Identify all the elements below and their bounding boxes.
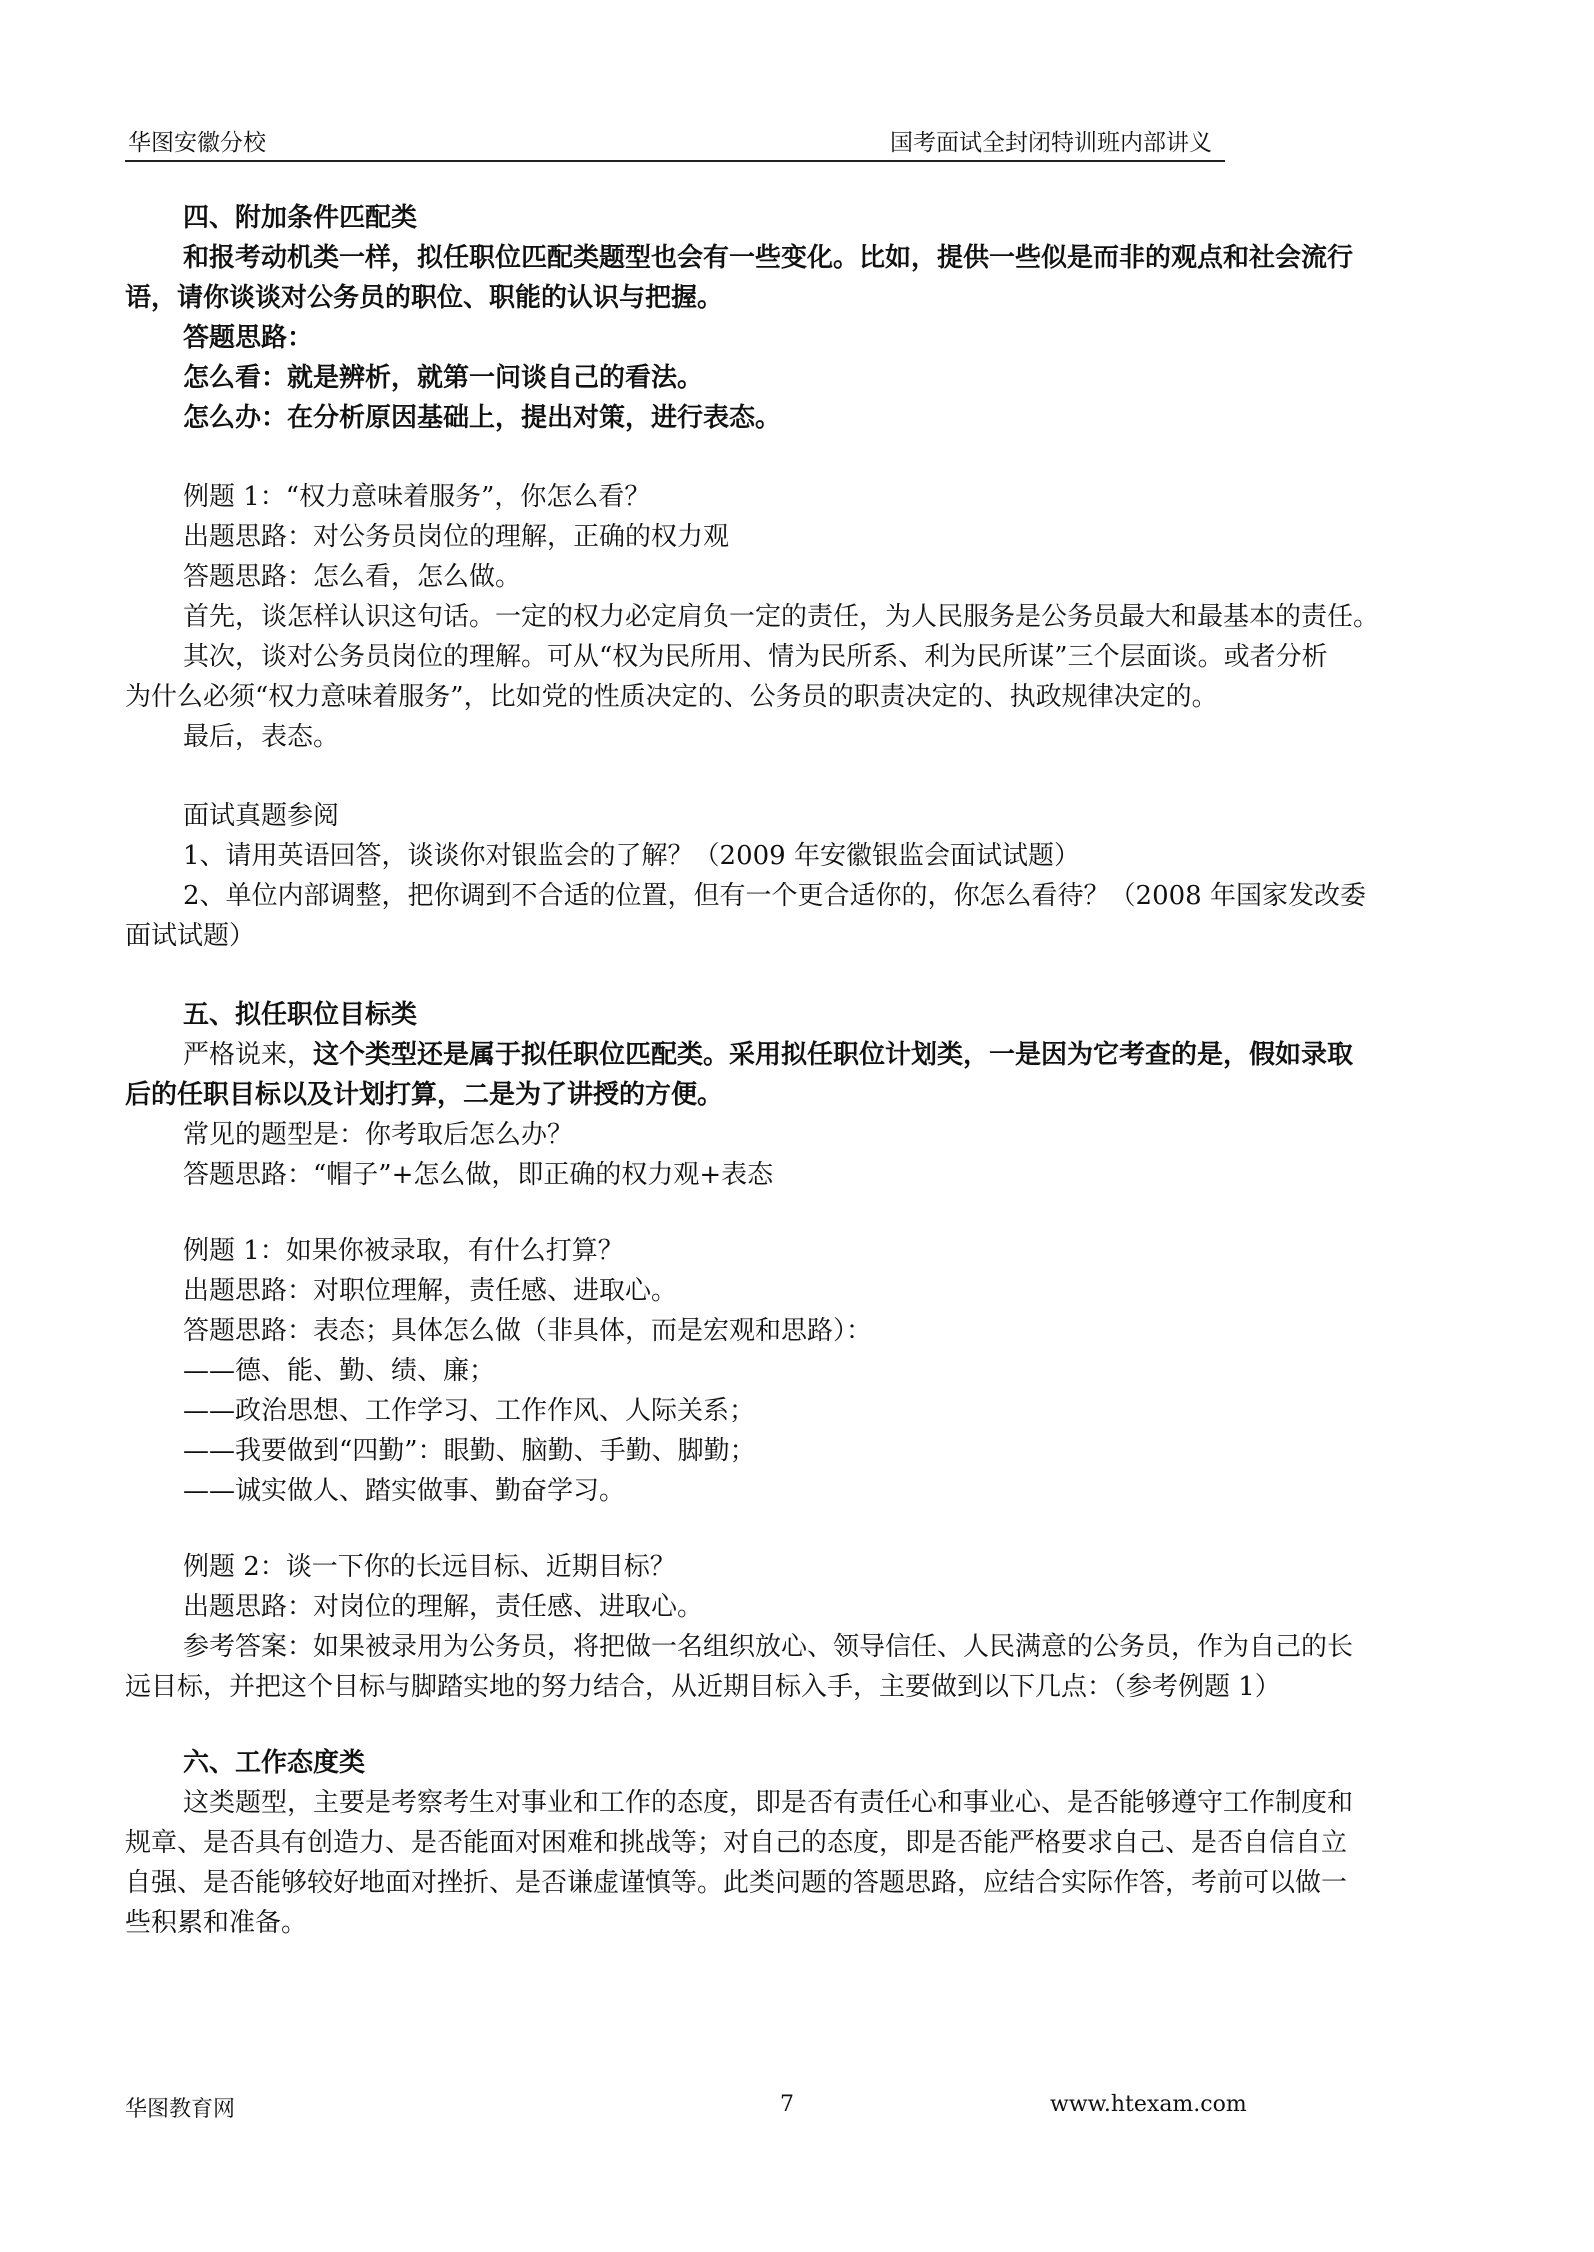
- section6-title: 六、工作态度类: [183, 1748, 366, 1778]
- s4-real-title: 面试真题参阅: [183, 801, 340, 831]
- section5-common: 常见的题型是：你考取后怎么办？: [183, 1120, 574, 1150]
- s4-example1-second-line1: 其次，谈对公务员岗位的理解。可从“权为民所用、情为民所系、利为民所谋”三个层面谈。或者分析: [183, 642, 1328, 672]
- s5-example1-approach: 答题思路：表态；具体怎么做（非具体，而是宏观和思路）：: [183, 1316, 873, 1346]
- s5-example2-intent: 出题思路：对岗位的理解，责任感、进取心。: [183, 1592, 704, 1622]
- s5-example1-question: 例题 1：如果你被录取，有什么打算？: [183, 1236, 624, 1266]
- s5-example2-answer-line1: 参考答案：如果被录用为公务员，将把做一名组织放心、领导信任、人民满意的公务员，作为自己的长: [183, 1632, 1354, 1662]
- s4-example1-last: 最后，表态。: [183, 722, 340, 752]
- section5-approach: 答题思路：“帽子”+怎么做，即正确的权力观+表态: [183, 1160, 774, 1190]
- section4-how-see: 怎么看：就是辨析，就第一问谈自己的看法。: [183, 363, 704, 393]
- s5-example1-item: ——政治思想、工作学习、工作作风、人际关系；: [183, 1396, 756, 1426]
- page-footer: [125, 2092, 1245, 2132]
- page-number: 7: [780, 2092, 794, 2117]
- s4-real-question1: 1、请用英语回答，谈谈你对银监会的了解？（2009 年安徽银监会面试试题）: [183, 841, 1080, 871]
- footer-left-text: 华图教育网: [125, 2097, 236, 2122]
- footer-website: www.htexam.com: [1050, 2092, 1247, 2117]
- s5-example2-question: 例题 2：谈一下你的长远目标、近期目标？: [183, 1552, 676, 1582]
- section4-intro-line1: 和报考动机类一样，拟任职位匹配类题型也会有一些变化。比如，提供一些似是而非的观点和社会流行: [183, 243, 1354, 273]
- s4-real-question2-line2: 面试试题）: [125, 921, 256, 951]
- page-content: [125, 198, 1460, 1943]
- section6-body-line2: 规章、是否具有创造力、是否能面对困难和挑战等；对自己的态度，即是否能严格要求自己、是否自信自立: [125, 1828, 1348, 1858]
- header-left-text: 华图安徽分校: [128, 130, 266, 156]
- section4-intro-line2: 语，请你谈谈对公务员的职位、职能的认识与把握。: [125, 283, 724, 313]
- section5-intro-lead: 严格说来，: [183, 1040, 314, 1070]
- s5-example1-item: ——我要做到“四勤”：眼勤、脑勤、手勤、脚勤；: [183, 1436, 756, 1466]
- s5-example2-answer-line2: 远目标，并把这个目标与脚踏实地的努力结合，从近期目标入手，主要做到以下几点：（参考例题 1）: [125, 1672, 1281, 1702]
- s4-example1-approach: 答题思路：怎么看，怎么做。: [183, 562, 522, 592]
- section6-body-line1: 这类题型，主要是考察考生对事业和工作的态度，即是否有责任心和事业心、是否能够遵守工作制度和: [183, 1788, 1354, 1818]
- section5-intro-line1: [125, 1035, 1460, 1075]
- section5-intro-line2: 后的任职目标以及计划打算，二是为了讲授的方便。: [125, 1080, 724, 1110]
- section4-title: 四、附加条件匹配类: [183, 203, 418, 233]
- s5-example1-intent: 出题思路：对职位理解，责任感、进取心。: [183, 1276, 678, 1306]
- section6-body-line3: 自强、是否能够较好地面对挫折、是否谦虚谨慎等。此类问题的答题思路，应结合实际作答，考前可以做一: [125, 1868, 1348, 1898]
- s4-example1-intent: 出题思路：对公务员岗位的理解，正确的权力观: [183, 522, 730, 552]
- page-header: [125, 120, 1225, 162]
- s5-example1-item: ——诚实做人、踏实做事、勤奋学习。: [183, 1476, 626, 1506]
- s5-example1-item: ——德、能、勤、绩、廉；: [183, 1356, 496, 1386]
- section4-how-do: 怎么办：在分析原因基础上，提出对策，进行表态。: [183, 403, 782, 433]
- section5-intro-bold: 这个类型还是属于拟任职位匹配类。采用拟任职位计划类，一是因为它考查的是，假如录取: [313, 1040, 1354, 1070]
- section5-title: 五、拟任职位目标类: [183, 1000, 418, 1030]
- s4-example1-question: 例题 1：“权力意味着服务”，你怎么看？: [183, 482, 651, 512]
- section4-approach-label: 答题思路：: [183, 323, 314, 353]
- s4-example1-first: 首先，谈怎样认识这句话。一定的权力必定肩负一定的责任，为人民服务是公务员最大和最基本的责任。: [183, 602, 1380, 632]
- header-right-text: 国考面试全封闭特训班内部讲义: [890, 130, 1212, 156]
- section6-body-line4: 些积累和准备。: [125, 1908, 308, 1938]
- s4-example1-second-line2: 为什么必须“权力意味着服务”，比如党的性质决定的、公务员的职责决定的、执政规律决定的。: [125, 682, 1218, 712]
- s4-real-question2-line1: 2、单位内部调整，把你调到不合适的位置，但有一个更合适你的，你怎么看待？（2008 年国家发改委: [183, 881, 1366, 911]
